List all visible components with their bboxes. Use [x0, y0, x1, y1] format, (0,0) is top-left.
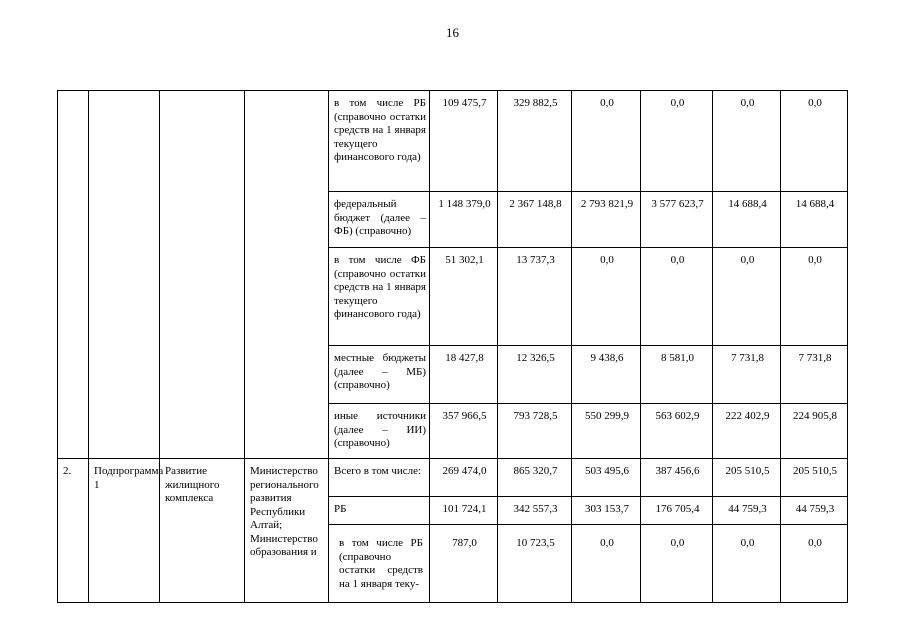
table-row: [58, 459, 848, 497]
value-text: 787,0: [452, 537, 477, 549]
value-cell: 0,0: [713, 91, 781, 192]
value-cell: 14 688,4: [781, 192, 848, 248]
funding-source-cell: федеральный бюджет (далее – ФБ) (справочно): [329, 192, 430, 248]
value-cell: 1 148 379,0: [430, 192, 498, 248]
value-cell: 224 905,8: [781, 404, 848, 459]
value-cell: 269 474,0: [430, 459, 498, 497]
value-cell: 12 326,5: [498, 346, 572, 404]
value-cell: 44 759,3: [713, 497, 781, 525]
funding-source-cell: местные бюджеты (далее – МБ) (справочно): [329, 346, 430, 404]
num-cell: [58, 91, 89, 459]
value-cell: 2 793 821,9: [572, 192, 641, 248]
value-cell: 550 299,9: [572, 404, 641, 459]
value-cell: [430, 525, 498, 603]
value-cell: 865 320,7: [498, 459, 572, 497]
value-text: 0,0: [808, 537, 822, 549]
value-cell: 109 475,7: [430, 91, 498, 192]
value-cell: 18 427,8: [430, 346, 498, 404]
value-cell: 7 731,8: [713, 346, 781, 404]
value-cell: [713, 525, 781, 603]
value-cell: 329 882,5: [498, 91, 572, 192]
value-text: 0,0: [600, 537, 614, 549]
value-cell: 2 367 148,8: [498, 192, 572, 248]
value-cell: 563 602,9: [641, 404, 713, 459]
page-number: 16: [446, 25, 459, 40]
value-cell: 176 705,4: [641, 497, 713, 525]
value-cell: [572, 525, 641, 603]
value-cell: 0,0: [781, 91, 848, 192]
table-row: [58, 91, 848, 192]
value-cell: 101 724,1: [430, 497, 498, 525]
value-cell: 0,0: [781, 248, 848, 346]
value-cell: [641, 525, 713, 603]
value-cell: 3 577 623,7: [641, 192, 713, 248]
name-cell: [160, 91, 245, 459]
value-cell: 51 302,1: [430, 248, 498, 346]
value-cell: 0,0: [572, 248, 641, 346]
value-cell: 303 153,7: [572, 497, 641, 525]
value-cell: 357 966,5: [430, 404, 498, 459]
value-cell: 9 438,6: [572, 346, 641, 404]
funding-source-text: в том числе РБ (справочно остатки средств на 1 января теку-: [339, 537, 423, 590]
value-cell: 0,0: [713, 248, 781, 346]
executor-cell: [245, 91, 329, 459]
funding-source-cell: РБ: [329, 497, 430, 525]
value-cell: 0,0: [572, 91, 641, 192]
value-cell: 13 737,3: [498, 248, 572, 346]
value-cell: 387 456,6: [641, 459, 713, 497]
value-cell: [781, 525, 848, 603]
executor-cell: Министерство регионального развития Республики Алтай; Министерство образования и: [245, 459, 329, 603]
name-cell: Развитие жилищного комплекса: [160, 459, 245, 603]
value-cell: 7 731,8: [781, 346, 848, 404]
value-cell: [498, 525, 572, 603]
status-cell: Подпрограмма 1: [89, 459, 160, 603]
funding-source-cell: в том числе РБ (справочно остатки средств на 1 января текущего финансового года): [329, 91, 430, 192]
value-cell: 793 728,5: [498, 404, 572, 459]
value-cell: 44 759,3: [781, 497, 848, 525]
value-cell: 0,0: [641, 248, 713, 346]
funding-source-cell: иные источники (далее – ИИ) (справочно): [329, 404, 430, 459]
value-text: 0,0: [670, 537, 685, 549]
value-text: 0,0: [740, 537, 755, 549]
funding-source-cell: [329, 525, 430, 603]
status-cell: [89, 91, 160, 459]
num-cell: 2.: [58, 459, 89, 603]
value-cell: 205 510,5: [781, 459, 848, 497]
funding-source-cell: Всего в том числе:: [329, 459, 430, 497]
value-cell: 8 581,0: [641, 346, 713, 404]
value-text: 10 723,5: [516, 537, 555, 549]
value-cell: 503 495,6: [572, 459, 641, 497]
value-cell: 222 402,9: [713, 404, 781, 459]
value-cell: 14 688,4: [713, 192, 781, 248]
value-cell: 0,0: [641, 91, 713, 192]
funding-source-cell: в том числе ФБ (справочно остатки средств на 1 января текущего финансового года): [329, 248, 430, 346]
budget-table: [57, 90, 848, 603]
value-cell: 205 510,5: [713, 459, 781, 497]
value-cell: 342 557,3: [498, 497, 572, 525]
